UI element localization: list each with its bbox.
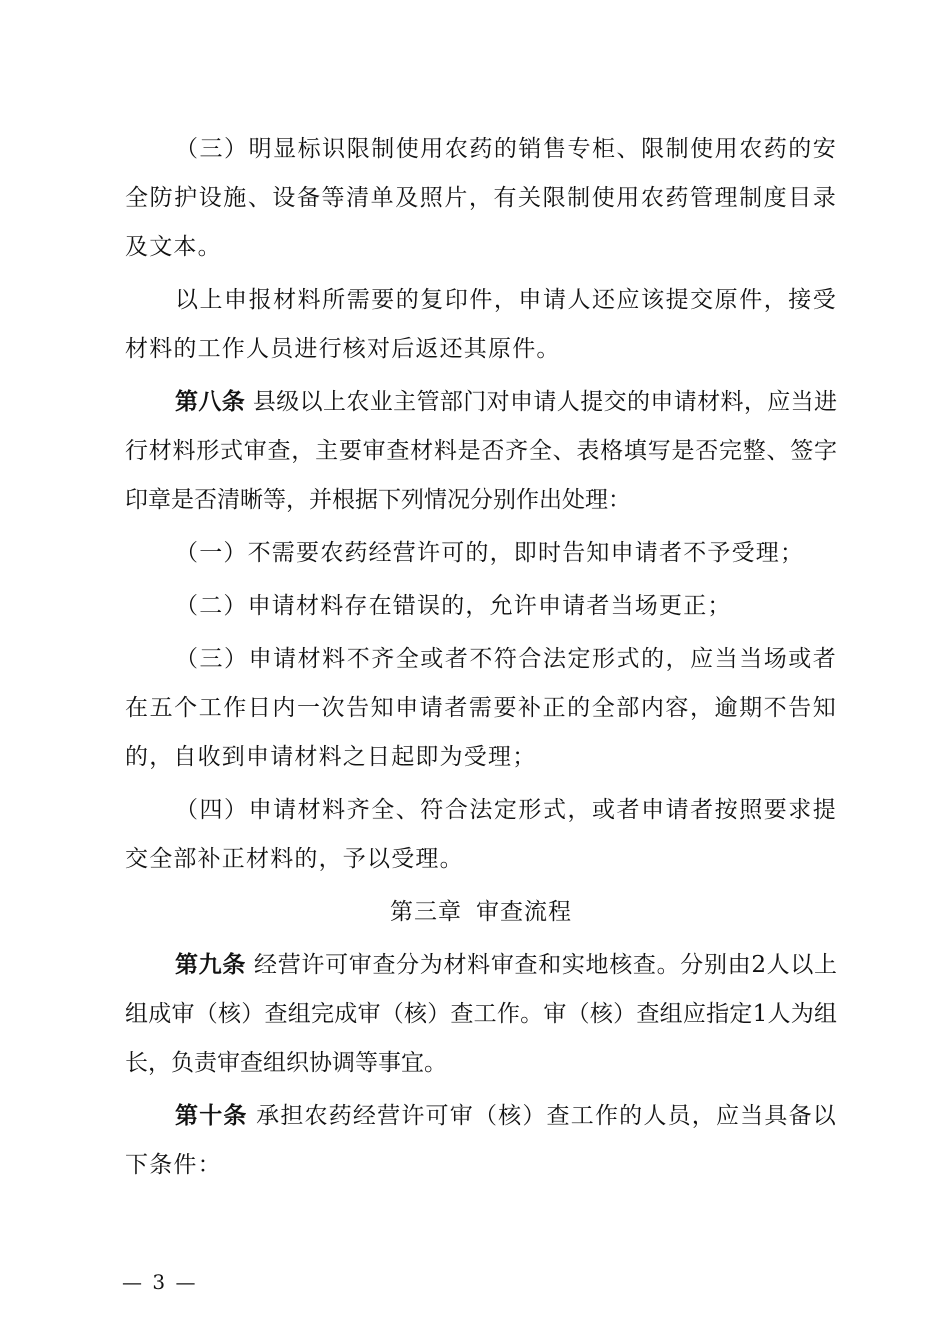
article-text: 县级以上农业主管部门对申请人提交的申请材料，应当进行材料形式审查，主要审查材料是否齐全、表格填写是否完整、签字印章是否清晰等，并根据下列情况分别作出处理： bbox=[125, 389, 838, 513]
paragraph-text: （三）明显标识限制使用农药的销售专柜、限制使用农药的安全防护设施、设备等清单及照片，有关限制使用农药管理制度目录及文本。 bbox=[125, 136, 837, 260]
paragraph-text: （四）申请材料齐全、符合法定形式，或者申请者按照要求提交全部补正材料的，予以受理。 bbox=[125, 797, 837, 872]
article-text: 承担农药经营许可审（核）查工作的人员，应当具备以下条件： bbox=[125, 1103, 837, 1178]
chapter-heading bbox=[125, 888, 837, 937]
document-body bbox=[125, 125, 837, 1194]
paragraph-text: （三）申请材料不齐全或者不符合法定形式的，应当当场或者在五个工作日内一次告知申请者需要补正的全部内容，逾期不告知的，自收到申请材料之日起即为受理； bbox=[125, 646, 837, 770]
article-heading: 第十条 bbox=[175, 1103, 248, 1129]
paragraph-text: 以上申报材料所需要的复印件，申请人还应该提交原件，接受材料的工作人员进行核对后返还其原件。 bbox=[125, 287, 837, 362]
paragraph-item-two bbox=[125, 582, 837, 631]
paragraph-item-one bbox=[125, 529, 837, 578]
article-10 bbox=[125, 1092, 837, 1190]
paragraph-text: （二）申请材料存在错误的，允许申请者当场更正； bbox=[175, 593, 732, 619]
chapter-number: 第三章 bbox=[390, 899, 462, 925]
article-heading: 第九条 bbox=[175, 952, 247, 978]
paragraph-text: （一）不需要农药经营许可的，即时告知申请者不予受理； bbox=[175, 540, 805, 566]
page-number: — 3 — bbox=[122, 1270, 198, 1294]
paragraph-copies-note bbox=[125, 276, 837, 374]
article-text: 经营许可审查分为材料审查和实地核查。分别由2人以上组成审（核）查组完成审（核）查工作。审（核）查组应指定1人为组长，负责审查组织协调等事宜。 bbox=[125, 952, 837, 1076]
article-8 bbox=[125, 378, 837, 525]
paragraph-item-four bbox=[125, 786, 837, 884]
chapter-title: 审查流程 bbox=[476, 899, 572, 925]
paragraph-item-three bbox=[125, 635, 837, 782]
paragraph-item-three-materials bbox=[125, 125, 837, 272]
article-9 bbox=[125, 941, 837, 1088]
article-heading: 第八条 bbox=[175, 389, 246, 415]
